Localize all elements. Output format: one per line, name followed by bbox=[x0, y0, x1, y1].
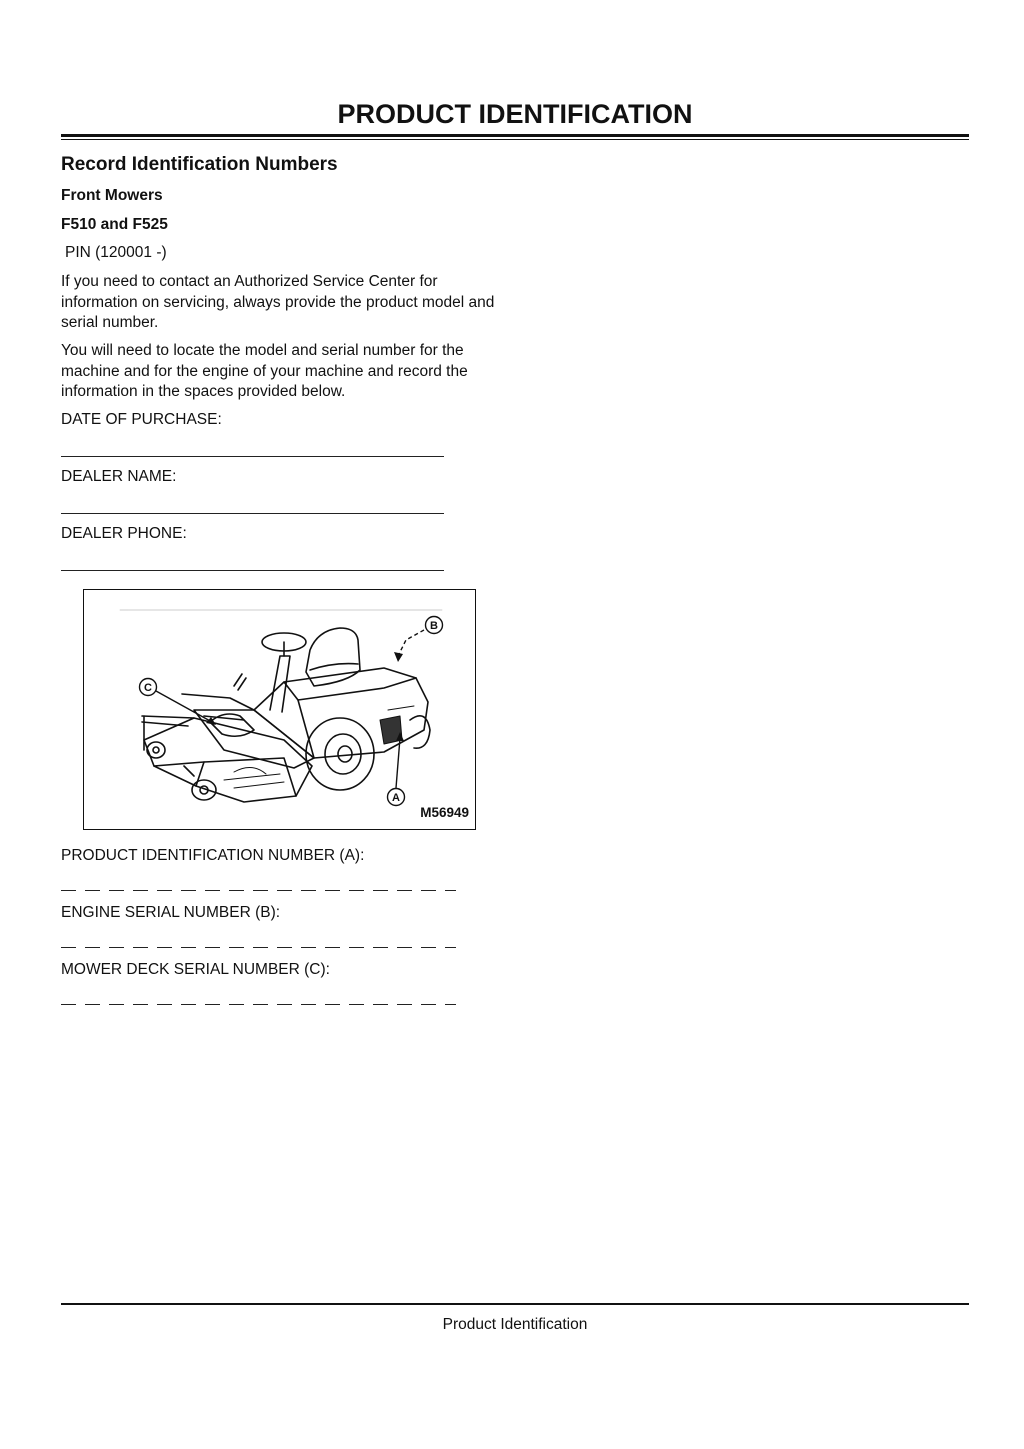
pin-range: PIN (120001 -) bbox=[65, 244, 167, 261]
paragraph-locate: You will need to locate the model and serial number for the machine and for the engine of your machine and record the information in the spaces provided below. bbox=[61, 342, 468, 400]
section-title: Record Identification Numbers bbox=[61, 154, 338, 175]
paragraph-contact: If you need to contact an Authorized Service Center for information on servicing, always provide the product model and serial number. bbox=[61, 273, 495, 331]
engine-serial-entry-line bbox=[61, 947, 456, 948]
deck-serial-label: MOWER DECK SERIAL NUMBER (C): bbox=[61, 961, 330, 978]
footer-text: Product Identification bbox=[442, 1316, 588, 1333]
callout-c: C bbox=[144, 682, 152, 694]
dealer-name-label: DEALER NAME: bbox=[61, 468, 177, 485]
deck-serial-entry-line bbox=[61, 1004, 456, 1005]
title-rule-thin bbox=[61, 139, 969, 140]
pin-label: PRODUCT IDENTIFICATION NUMBER (A): bbox=[61, 847, 365, 864]
date-of-purchase-line bbox=[61, 456, 444, 457]
models-heading: F510 and F525 bbox=[61, 216, 168, 233]
dealer-name-line bbox=[61, 513, 444, 514]
page-title: PRODUCT IDENTIFICATION bbox=[337, 99, 693, 129]
figure-code: M56949 bbox=[420, 805, 469, 820]
subsection-title: Front Mowers bbox=[61, 187, 163, 204]
date-of-purchase-label: DATE OF PURCHASE: bbox=[61, 411, 222, 428]
dealer-phone-line bbox=[61, 570, 444, 571]
footer-rule bbox=[61, 1303, 969, 1305]
mower-illustration bbox=[84, 590, 477, 831]
mower-figure bbox=[83, 589, 476, 830]
dealer-phone-label: DEALER PHONE: bbox=[61, 525, 187, 542]
callout-a: A bbox=[392, 792, 400, 804]
engine-serial-label: ENGINE SERIAL NUMBER (B): bbox=[61, 904, 281, 921]
title-rule bbox=[61, 134, 969, 137]
pin-entry-line bbox=[61, 890, 456, 891]
callout-b: B bbox=[430, 620, 438, 632]
